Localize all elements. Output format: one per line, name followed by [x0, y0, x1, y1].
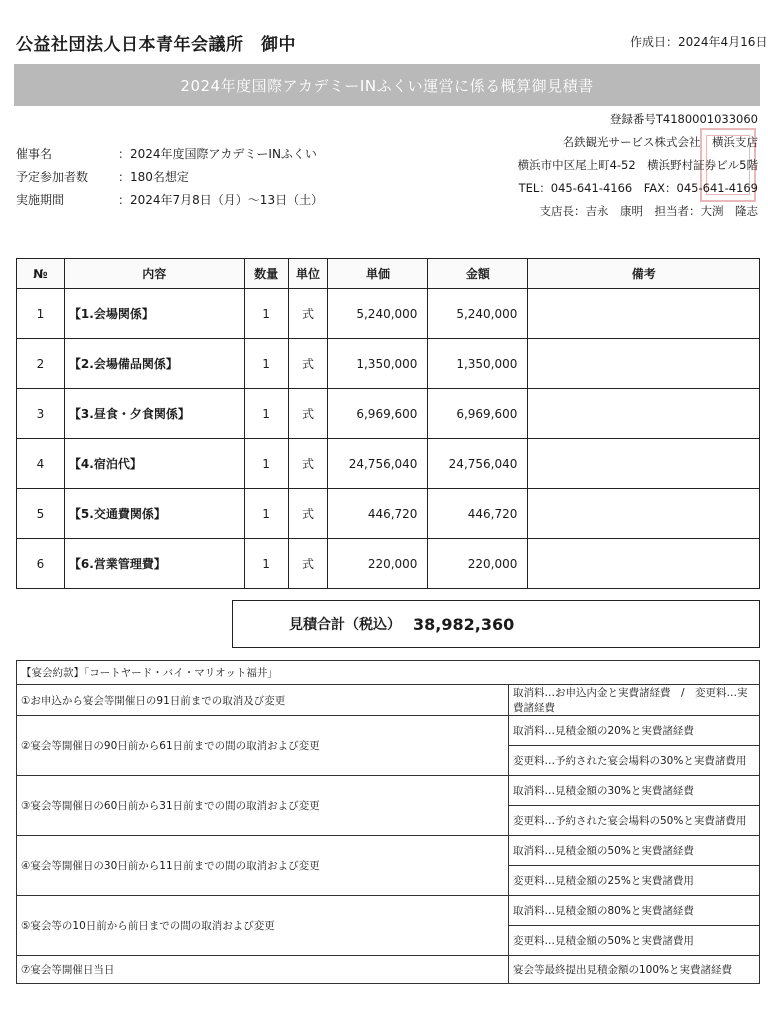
cancellation-condition: ⑤宴会等の10日前から前日までの間の取消および変更 — [17, 896, 509, 956]
cell-unit: 式 — [288, 489, 328, 539]
cancellation-term: 変更料…予約された宴会場料の50%と実費諸費用 — [509, 806, 760, 836]
event-value: ：2024年度国際アカデミーINふくい — [118, 147, 317, 161]
cell-unit-price: 5,240,000 — [328, 289, 428, 339]
created-date: 作成日：2024年4月16日 — [630, 35, 768, 49]
cell-remarks — [528, 439, 760, 489]
cancellation-header: 【宴会約款】「コートヤード・バイ・マリオット福井」 — [17, 661, 760, 685]
cancellation-term: 取消料…お申込内金と実費諸経費 / 変更料…実費諸経費 — [509, 685, 760, 716]
cell-unit: 式 — [288, 539, 328, 589]
cell-no: 6 — [17, 539, 65, 589]
registration-number: 登録番号T4180001033060 — [609, 112, 758, 126]
cell-qty: 1 — [244, 489, 288, 539]
cell-no: 1 — [17, 289, 65, 339]
table-header-row — [17, 259, 760, 289]
cell-remarks — [528, 539, 760, 589]
cell-content: 【2.会場備品関係】 — [64, 339, 244, 389]
cancellation-condition: ④宴会等開催日の30日前から11日前までの間の取消および変更 — [17, 836, 509, 896]
document-title-bar — [14, 64, 760, 106]
cell-no: 2 — [17, 339, 65, 389]
cancellation-term: 変更料…見積金額の25%と実費諸費用 — [509, 866, 760, 896]
company-tel-fax: TEL：045-641-4166 FAX：045-641-4169 — [518, 181, 758, 195]
cancellation-row — [17, 836, 760, 866]
total-label: 見積合計（税込） — [289, 617, 401, 633]
event-label: 予定参加者数 — [16, 170, 89, 184]
cell-content: 【1.会場関係】 — [64, 289, 244, 339]
cell-content: 【3.昼食・夕食関係】 — [64, 389, 244, 439]
col-header-amount: 金額 — [428, 259, 528, 289]
cancellation-row — [17, 685, 760, 716]
cancellation-row — [17, 896, 760, 926]
cancellation-term: 宴会等最終提出見積金額の100%と実費諸経費 — [509, 956, 760, 984]
cell-no: 4 — [17, 439, 65, 489]
cancellation-condition: ②宴会等開催日の90日前から61日前までの間の取消および変更 — [17, 716, 509, 776]
cell-unit-price: 6,969,600 — [328, 389, 428, 439]
cancellation-term: 変更料…見積金額の50%と実費諸費用 — [509, 926, 760, 956]
event-label: 実施期間 — [16, 193, 65, 207]
event-value: ：2024年7月8日（月）～13日（土） — [118, 193, 324, 207]
table-row — [17, 439, 760, 489]
cell-no: 5 — [17, 489, 65, 539]
cell-qty: 1 — [244, 339, 288, 389]
cell-qty: 1 — [244, 539, 288, 589]
estimate-table — [16, 258, 760, 589]
cell-unit: 式 — [288, 389, 328, 439]
table-row — [17, 539, 760, 589]
cell-unit-price: 446,720 — [328, 489, 428, 539]
cell-unit: 式 — [288, 339, 328, 389]
cell-unit: 式 — [288, 439, 328, 489]
cancellation-condition: ③宴会等開催日の60日前から31日前までの間の取消および変更 — [17, 776, 509, 836]
col-header-unit-price: 単価 — [328, 259, 428, 289]
cell-amount: 24,756,040 — [428, 439, 528, 489]
col-header-remarks: 備考 — [528, 259, 760, 289]
event-value: ：180名想定 — [118, 170, 189, 184]
event-row-period — [16, 188, 323, 211]
cell-content: 【5.交通費関係】 — [64, 489, 244, 539]
cancellation-header-row — [17, 661, 760, 685]
cell-unit-price: 1,350,000 — [328, 339, 428, 389]
total-value: 38,982,360 — [413, 614, 515, 634]
cancellation-term: 取消料…見積金額の80%と実費諸経費 — [509, 896, 760, 926]
cell-remarks — [528, 489, 760, 539]
col-header-content: 内容 — [64, 259, 244, 289]
cell-amount: 1,350,000 — [428, 339, 528, 389]
cancellation-policy-table — [16, 660, 760, 984]
cancellation-row — [17, 956, 760, 984]
cancellation-condition: ⑦宴会等開催日当日 — [17, 956, 509, 984]
cell-amount: 5,240,000 — [428, 289, 528, 339]
table-row — [17, 389, 760, 439]
cell-content: 【6.営業管理費】 — [64, 539, 244, 589]
cell-unit-price: 220,000 — [328, 539, 428, 589]
table-row — [17, 489, 760, 539]
cancellation-row — [17, 776, 760, 806]
cell-unit: 式 — [288, 289, 328, 339]
cell-remarks — [528, 389, 760, 439]
cancellation-term: 取消料…見積金額の30%と実費諸経費 — [509, 776, 760, 806]
issuer-block — [378, 108, 758, 223]
cancellation-condition: ①お申込から宴会等開催日の91日前までの取消及び変更 — [17, 685, 509, 716]
table-row — [17, 289, 760, 339]
event-label: 催事名 — [16, 147, 53, 161]
cell-amount: 220,000 — [428, 539, 528, 589]
cancellation-row — [17, 716, 760, 746]
table-row — [17, 339, 760, 389]
cell-amount: 446,720 — [428, 489, 528, 539]
col-header-qty: 数量 — [244, 259, 288, 289]
total-box — [232, 600, 760, 648]
cell-unit-price: 24,756,040 — [328, 439, 428, 489]
company-address: 横浜市中区尾上町4-52 横浜野村証券ビル5階 — [517, 158, 758, 172]
event-row-participants — [16, 165, 323, 188]
cell-content: 【4.宿泊代】 — [64, 439, 244, 489]
event-row-name — [16, 142, 323, 165]
cell-remarks — [528, 339, 760, 389]
cell-qty: 1 — [244, 389, 288, 439]
cell-amount: 6,969,600 — [428, 389, 528, 439]
document-title: 2024年度国際アカデミーINふくい運営に係る概算御見積書 — [180, 76, 594, 95]
cancellation-term: 取消料…見積金額の50%と実費諸経費 — [509, 836, 760, 866]
cancellation-term: 取消料…見積金額の20%と実費諸経費 — [509, 716, 760, 746]
col-header-unit: 単位 — [288, 259, 328, 289]
cell-remarks — [528, 289, 760, 339]
company-staff: 支店長：吉永 康明 担当者：大渕 隆志 — [539, 204, 758, 218]
cell-no: 3 — [17, 389, 65, 439]
cancellation-term: 変更料…予約された宴会場料の30%と実費諸費用 — [509, 746, 760, 776]
addressee: 公益社団法人日本青年会議所 御中 — [16, 35, 296, 55]
event-info — [16, 142, 323, 211]
cell-qty: 1 — [244, 439, 288, 489]
cell-qty: 1 — [244, 289, 288, 339]
col-header-no: № — [17, 259, 65, 289]
company-name: 名鉄観光サービス株式会社 横浜支店 — [562, 135, 758, 149]
